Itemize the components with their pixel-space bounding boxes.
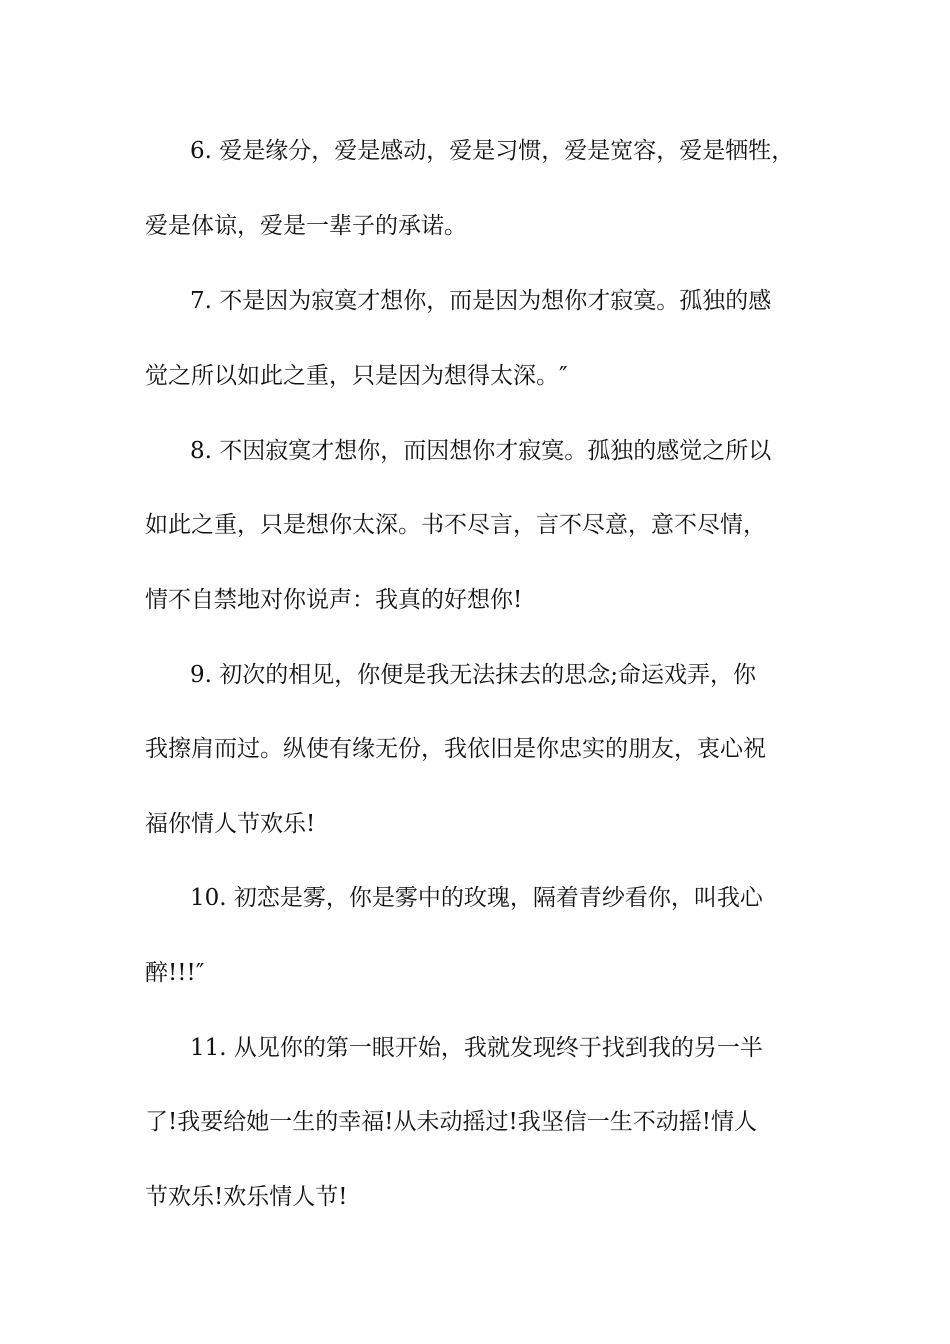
paragraph-9-line-1: 9. 初次的相见，你便是我无法抹去的思念;命运戏弄，你 bbox=[190, 662, 757, 688]
paragraph-6-line-1: 6. 爱是缘分，爱是感动，爱是习惯，爱是宽容，爱是牺牲， bbox=[190, 138, 795, 164]
paragraph-8-line-2: 如此之重，只是想你太深。书不尽言，言不尽意，意不尽情， bbox=[145, 512, 766, 538]
paragraph-6-line-2: 爱是体谅，爱是一辈子的承诺。 bbox=[145, 213, 467, 239]
paragraph-7-line-1: 7. 不是因为寂寞才想你，而是因为想你才寂寞。孤独的感 bbox=[190, 288, 772, 314]
paragraph-10-line-2: 醉!!!″ bbox=[145, 960, 205, 986]
paragraph-9-line-2: 我擦肩而过。纵使有缘无份，我依旧是你忠实的朋友，衷心祝 bbox=[145, 736, 766, 762]
paragraph-10-line-1: 10. 初恋是雾，你是雾中的玫瑰，隔着青纱看你，叫我心 bbox=[190, 885, 763, 911]
paragraph-8-line-1: 8. 不因寂寞才想你，而因想你才寂寞。孤独的感觉之所以 bbox=[190, 438, 772, 464]
paragraph-11-line-3: 节欢乐!欢乐情人节! bbox=[145, 1184, 348, 1210]
paragraph-7-line-2: 觉之所以如此之重，只是因为想得太深。″ bbox=[145, 363, 568, 389]
paragraph-11-line-2: 了!我要给她一生的幸福!从未动摇过!我坚信一生不动摇!情人 bbox=[145, 1109, 757, 1135]
paragraph-11-line-1: 11. 从见你的第一眼开始，我就发现终于找到我的另一半 bbox=[190, 1035, 763, 1061]
paragraph-9-line-3: 福你情人节欢乐! bbox=[145, 811, 316, 837]
paragraph-8-line-3: 情不自禁地对你说声：我真的好想你! bbox=[145, 587, 523, 613]
